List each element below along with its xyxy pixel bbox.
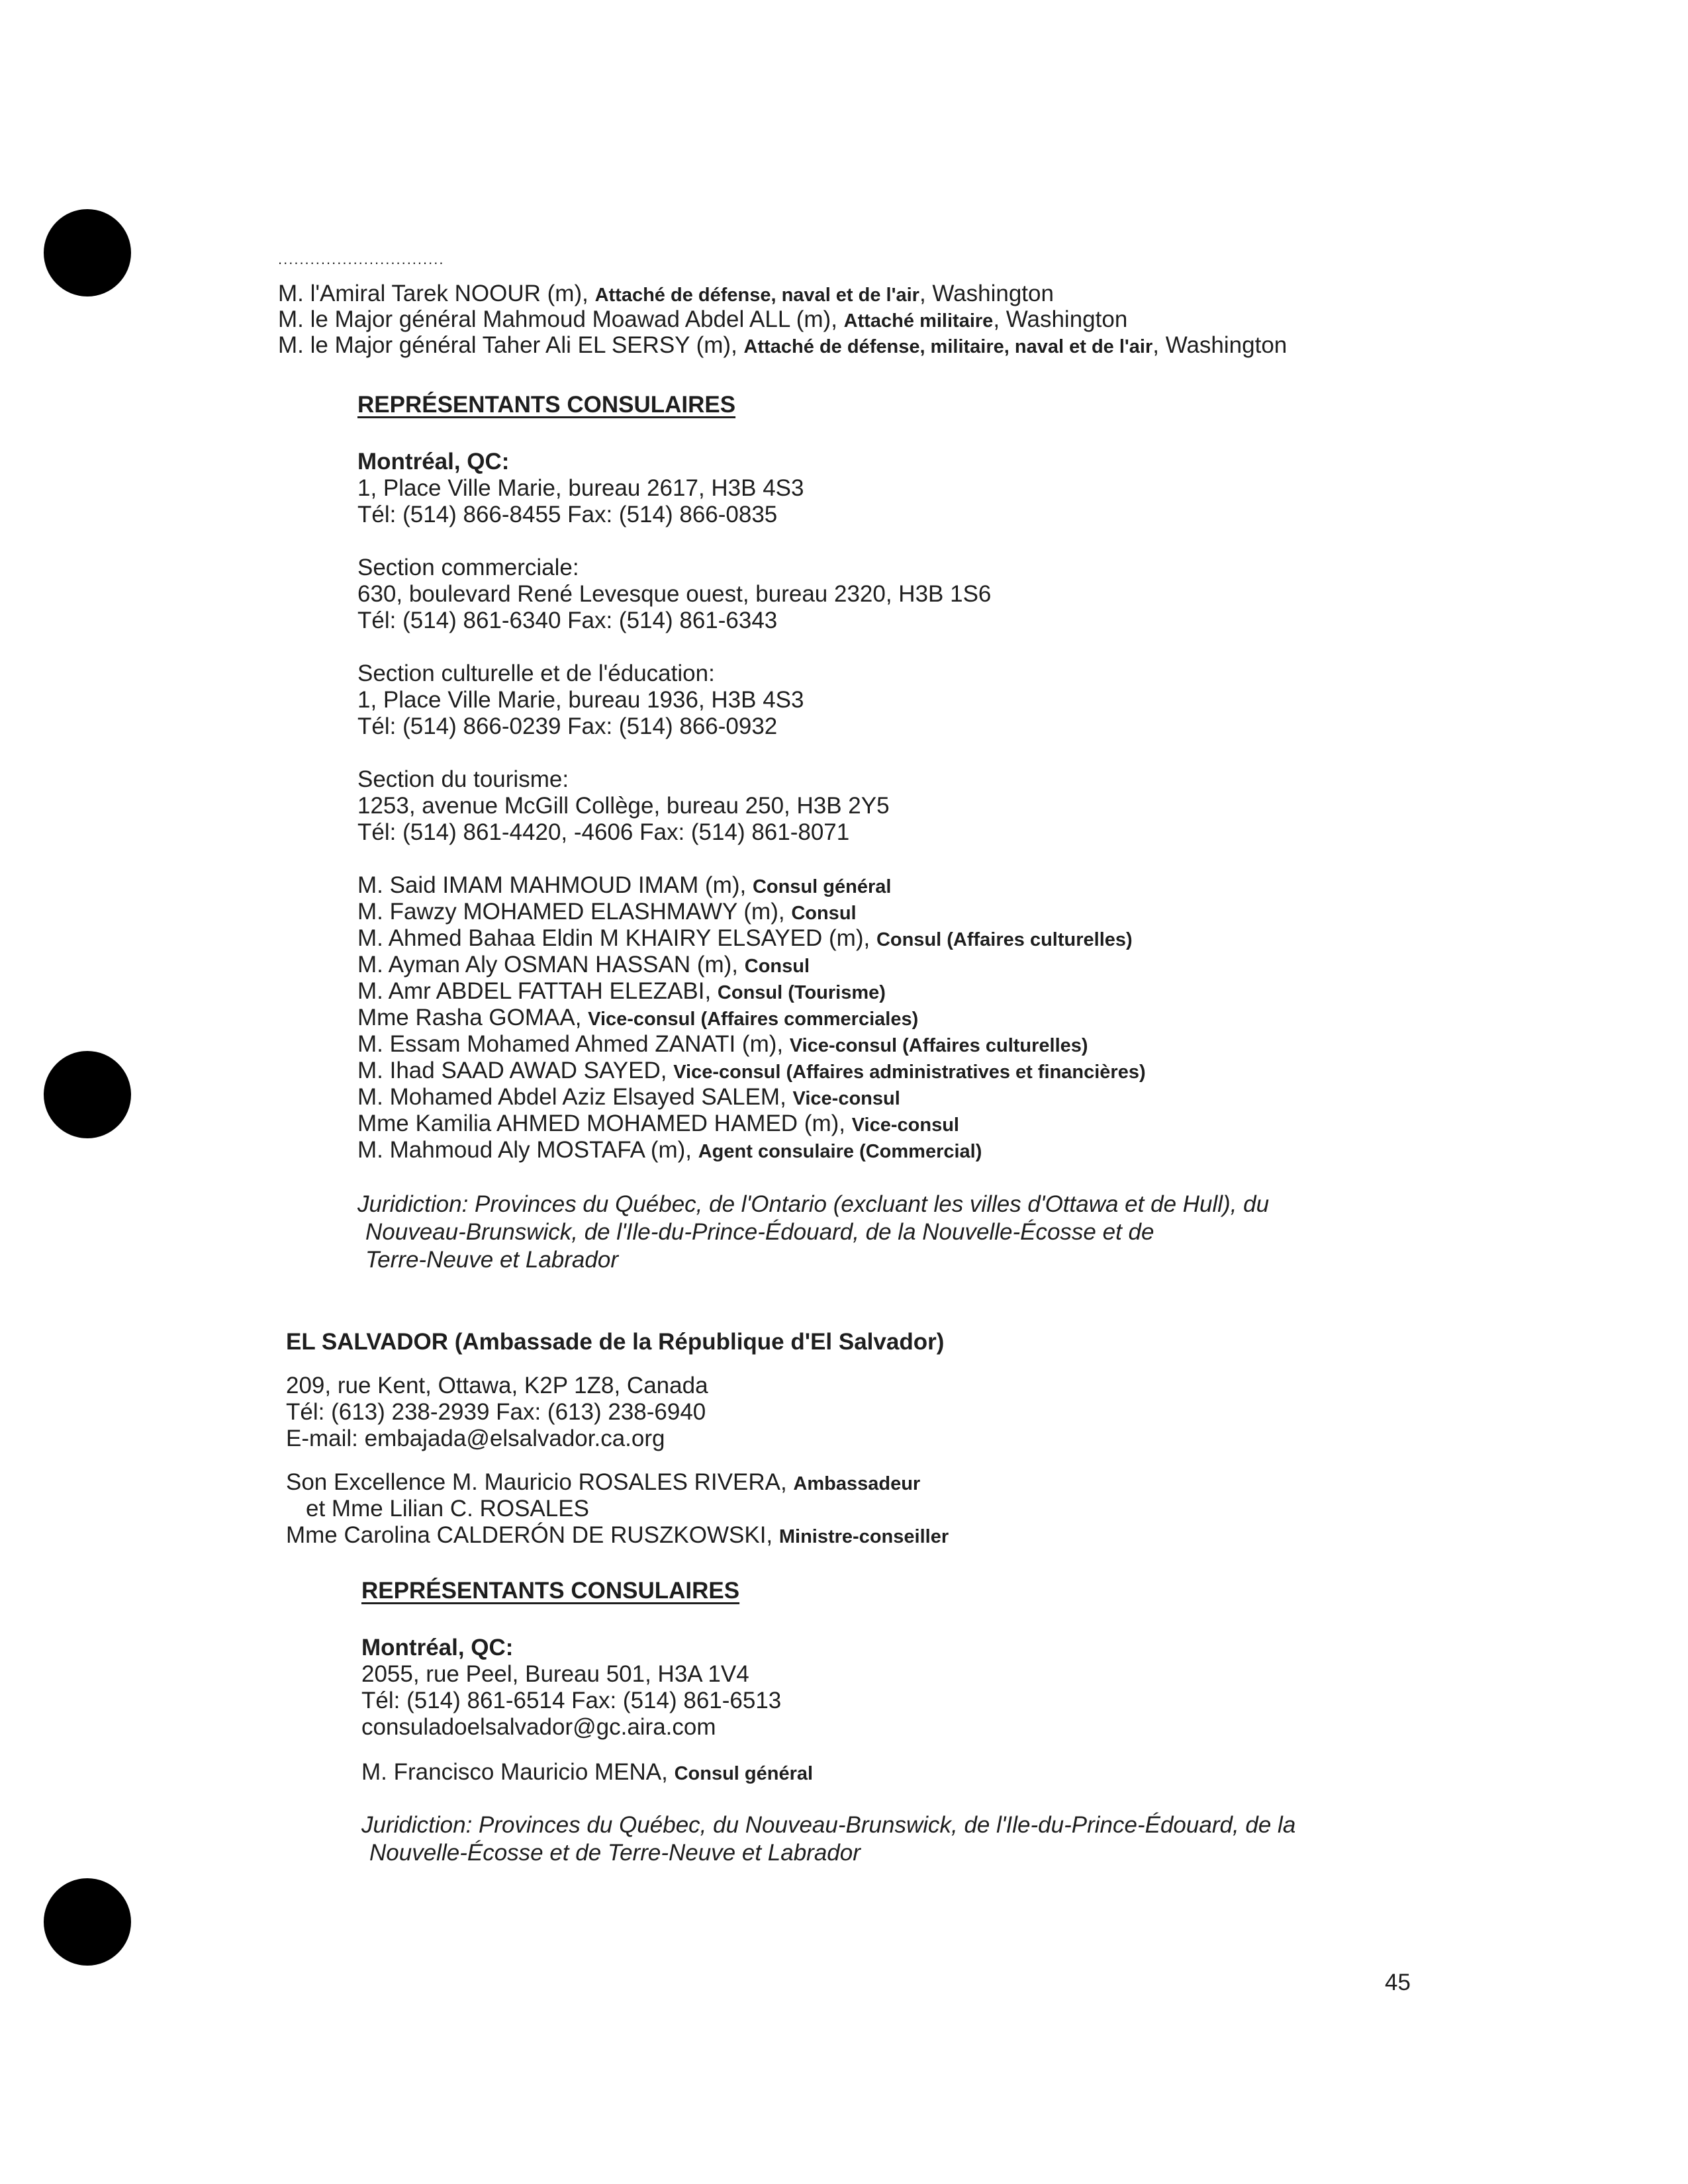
attache-name: M. le Major général Taher Ali EL SERSY (m), (278, 332, 744, 358)
juridiction-line: Nouvelle-Écosse et de Terre-Neuve et Labrador (369, 1840, 861, 1866)
staff-name: M. Ayman Aly OSMAN HASSAN (m), (357, 952, 745, 978)
staff-name: M. Mohamed Abdel Aziz Elsayed SALEM, (357, 1084, 793, 1110)
staff-name: M. Said IMAM MAHMOUD IMAM (m), (357, 872, 753, 898)
attache-line (278, 332, 1287, 360)
section-phone: Tél: (514) 861-4420, -4606 Fax: (514) 861-8071 (357, 819, 850, 845)
embassy-email: E-mail: embajada@elsalvador.ca.org (286, 1426, 665, 1451)
staff-line (357, 899, 857, 927)
juridiction-line: Terre-Neuve et Labrador (365, 1247, 618, 1273)
punch-hole-middle (44, 1051, 131, 1138)
section-phone: Tél: (514) 866-0239 Fax: (514) 866-0932 (357, 713, 778, 739)
ambassador-title: Ambassadeur (793, 1473, 921, 1494)
consul-line (361, 1759, 813, 1787)
staff-title: Agent consulaire (Commercial) (698, 1141, 982, 1162)
staff-line (357, 978, 886, 1006)
minister-name: Mme Carolina CALDERÓN DE RUSZKOWSKI, (286, 1522, 779, 1548)
embassy-phone: Tél: (613) 238-2939 Fax: (613) 238-6940 (286, 1399, 706, 1425)
staff-title: Consul (Tourisme) (717, 982, 886, 1003)
staff-title: Consul (791, 903, 857, 924)
embassy-address: 209, rue Kent, Ottawa, K2P 1Z8, Canada (286, 1373, 708, 1398)
section-label: Section du tourisme: (357, 766, 569, 792)
attache-title: Attaché militaire (843, 310, 994, 332)
juridiction-line: Juridiction: Provinces du Québec, de l'Ontario (excluant les villes d'Ottawa et de Hull), du (357, 1191, 1270, 1217)
attache-line (278, 281, 1054, 308)
consulate-email: consuladoelsalvador@gc.aira.com (361, 1714, 716, 1740)
consulate-address: 1, Place Ville Marie, bureau 2617, H3B 4S3 (357, 475, 804, 501)
section-address: 1, Place Ville Marie, bureau 1936, H3B 4S3 (357, 687, 804, 713)
staff-name: M. Mahmoud Aly MOSTAFA (m), (357, 1137, 698, 1163)
staff-line (357, 925, 1133, 953)
section-address: 630, boulevard René Levesque ouest, bureau 2320, H3B 1S6 (357, 581, 992, 607)
staff-name: M. Essam Mohamed Ahmed ZANATI (m), (357, 1031, 790, 1057)
punch-hole-top (44, 209, 131, 296)
staff-title: Vice-consul (Affaires commerciales) (588, 1009, 919, 1030)
staff-line (357, 1111, 959, 1138)
staff-title: Consul (Affaires culturelles) (876, 929, 1133, 950)
minister-line (286, 1522, 949, 1550)
consul-title: Consul général (674, 1763, 814, 1784)
staff-name: M. Amr ABDEL FATTAH ELEZABI, (357, 978, 718, 1004)
attache-line (278, 306, 1127, 334)
staff-line (357, 952, 810, 979)
staff-name: M. Ahmed Bahaa Eldin M KHAIRY ELSAYED (m), (357, 925, 876, 951)
attache-location: , Washington (919, 281, 1054, 306)
section-heading-consular: REPRÉSENTANTS CONSULAIRES (357, 392, 736, 418)
section-phone: Tél: (514) 861-6340 Fax: (514) 861-6343 (357, 608, 778, 633)
staff-line (357, 1031, 1088, 1059)
consulate-phone: Tél: (514) 861-6514 Fax: (514) 861-6513 (361, 1688, 782, 1713)
staff-title: Vice-consul (Affaires culturelles) (789, 1035, 1088, 1056)
attache-name: M. le Major général Mahmoud Moawad Abdel ALL (m), (278, 306, 844, 332)
ambassador-line (286, 1469, 920, 1497)
staff-name: Mme Rasha GOMAA, (357, 1005, 588, 1030)
consulate-address: 2055, rue Peel, Bureau 501, H3A 1V4 (361, 1661, 749, 1687)
spouse-line: et Mme Lilian C. ROSALES (306, 1496, 589, 1522)
section-heading-consular: REPRÉSENTANTS CONSULAIRES (361, 1578, 740, 1604)
staff-name: M. Fawzy MOHAMED ELASHMAWY (m), (357, 899, 792, 925)
punch-hole-bottom (44, 1878, 131, 1966)
leader-dots: ............................... (278, 251, 445, 267)
staff-line (357, 1137, 982, 1165)
consulate-city: Montréal, QC: (357, 449, 510, 475)
minister-title: Ministre-conseiller (778, 1526, 949, 1547)
consulate-city: Montréal, QC: (361, 1635, 514, 1661)
attache-location: , Washington (1152, 332, 1288, 358)
section-label: Section culturelle et de l'éducation: (357, 660, 715, 686)
country-heading: EL SALVADOR (Ambassade de la République d'El Salvador) (286, 1329, 945, 1355)
staff-title: Consul général (752, 876, 892, 897)
staff-name: Mme Kamilia AHMED MOHAMED HAMED (m), (357, 1111, 852, 1136)
juridiction-line: Juridiction: Provinces du Québec, du Nouveau-Brunswick, de l'Ile-du-Prince-Édouard, de la (361, 1812, 1296, 1838)
staff-line (357, 872, 891, 900)
attache-name: M. l'Amiral Tarek NOOUR (m), (278, 281, 595, 306)
page-number: 45 (1385, 1970, 1411, 1995)
staff-title: Vice-consul (Affaires administratives et financières) (673, 1062, 1146, 1083)
staff-title: Consul (744, 956, 810, 977)
staff-title: Vice-consul (792, 1088, 900, 1109)
staff-line (357, 1005, 918, 1032)
attache-title: Attaché de défense, militaire, naval et de l'air (743, 336, 1153, 357)
attache-title: Attaché de défense, naval et de l'air (594, 285, 919, 306)
juridiction-line: Nouveau-Brunswick, de l'Ile-du-Prince-Édouard, de la Nouvelle-Écosse et de (365, 1219, 1154, 1245)
section-address: 1253, avenue McGill Collège, bureau 250, H3B 2Y5 (357, 793, 890, 819)
staff-line (357, 1058, 1146, 1085)
section-label: Section commerciale: (357, 555, 579, 580)
consul-name: M. Francisco Mauricio MENA, (361, 1759, 675, 1785)
consulate-phone: Tél: (514) 866-8455 Fax: (514) 866-0835 (357, 502, 778, 527)
staff-name: M. Ihad SAAD AWAD SAYED, (357, 1058, 674, 1083)
staff-title: Vice-consul (851, 1115, 959, 1136)
ambassador-name: Son Excellence M. Mauricio ROSALES RIVERA, (286, 1469, 794, 1495)
staff-line (357, 1084, 900, 1112)
attache-location: , Washington (993, 306, 1128, 332)
